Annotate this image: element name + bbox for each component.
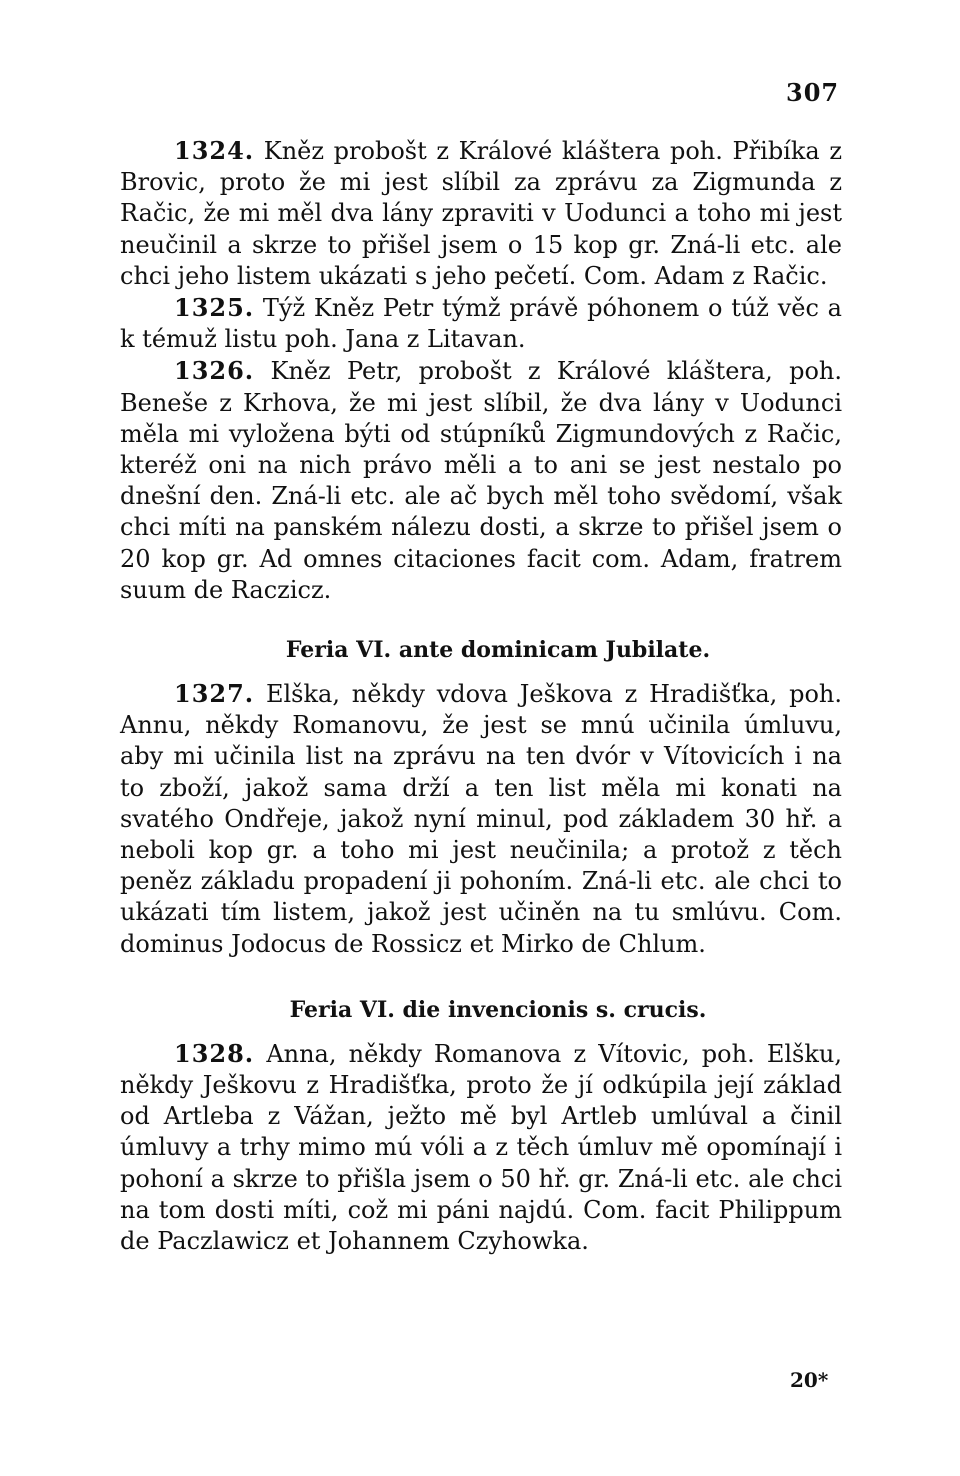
entry-1326 <box>120 355 842 606</box>
page-body <box>120 135 842 1257</box>
entry-1327 <box>120 678 842 960</box>
entry-number: 1326. <box>174 356 255 386</box>
section-heading: Feria VI. die invencionis s. crucis. <box>289 996 707 1023</box>
entry-text: Týž Kněz Petr týmž právě póhonem o túž věc a k témuž listu poh. Jana z Litavan. <box>120 294 842 354</box>
entry-number: 1324. <box>174 136 255 165</box>
page-number: 307 <box>786 78 840 107</box>
entry-number: 1328. <box>174 1038 255 1068</box>
entry-number: 1327. <box>174 679 255 709</box>
entry-text: Elška, někdy vdova Ješkova z Hradišťka, poh. Annu, někdy Romanovu, že jest se mnú učinila úmluvu, aby mi učinila list na zprávu na ten dvór v Vítovicích i na to zboží, jakož sama drží a ten list měla mi konati na svatého Ondřeje, jakož nyní minul, pod základem 30 hř. a neboli kop gr. a toho mi jest neučinila; a protož z těch peněz základu propadení ji pohoním. Zná-li etc. ale chci to ukázati tím listem, jakož jest učiněn na tu smlúvu. Com. dominus Jodocus de Rossicz et Mirko de Chlum. <box>120 680 842 958</box>
entry-1328 <box>120 1038 842 1257</box>
entry-text: Kněz Petr, probošt z Králové kláštera, poh. Beneše z Krhova, že mi jest slíbil, že dva lány v Uodunci měla mi vyložena býti od stúpníků Zigmundových z Račic, kteréž oni na nich právo měli a to ani se jest nestalo po dnešní den. Zná-li etc. ale ač bych měl toho svědomí, však chci míti na panském nálezu dosti, a skrze to přišel jsem o 20 kop gr. Ad omnes citaciones facit com. Adam, fratrem suum de Raczicz. <box>120 357 842 604</box>
signature-mark: 20* <box>790 1368 829 1392</box>
entry-text: Kněz probošt z Králové kláštera poh. Přibíka z Brovic, proto že mi jest slíbil za zprávu za Zigmunda z Račic, že mi měl dva lány zpraviti v Uodunci a toho mi jest neučinil a skrze to přišel jsem o 15 kop gr. Zná-li etc. ale chci jeho listem ukázati s jeho pečetí. Com. Adam z Račic. <box>120 137 842 290</box>
entry-number: 1325. <box>174 293 255 323</box>
entry-1324 <box>120 135 842 292</box>
entry-text: Anna, někdy Romanova z Vítovic, poh. Elšku, někdy Ješkovu z Hradišťka, proto že jí odkúpila její základ od Artleba z Vážan, ježto mě byl Artleb umlúval a činil úmluvy a trhy mimo mú vóli a z těch úmluv mě opomínají i pohoní a skrze to přišla jsem o 50 hř. gr. Zná-li etc. ale chci na tom dosti míti, což mi páni najdú. Com. facit Philippum de Paczlawicz et Johannem Czyhowka. <box>120 1039 842 1256</box>
section-heading: Feria VI. ante dominicam Jubilate. <box>285 637 711 664</box>
entry-1325 <box>120 292 842 355</box>
